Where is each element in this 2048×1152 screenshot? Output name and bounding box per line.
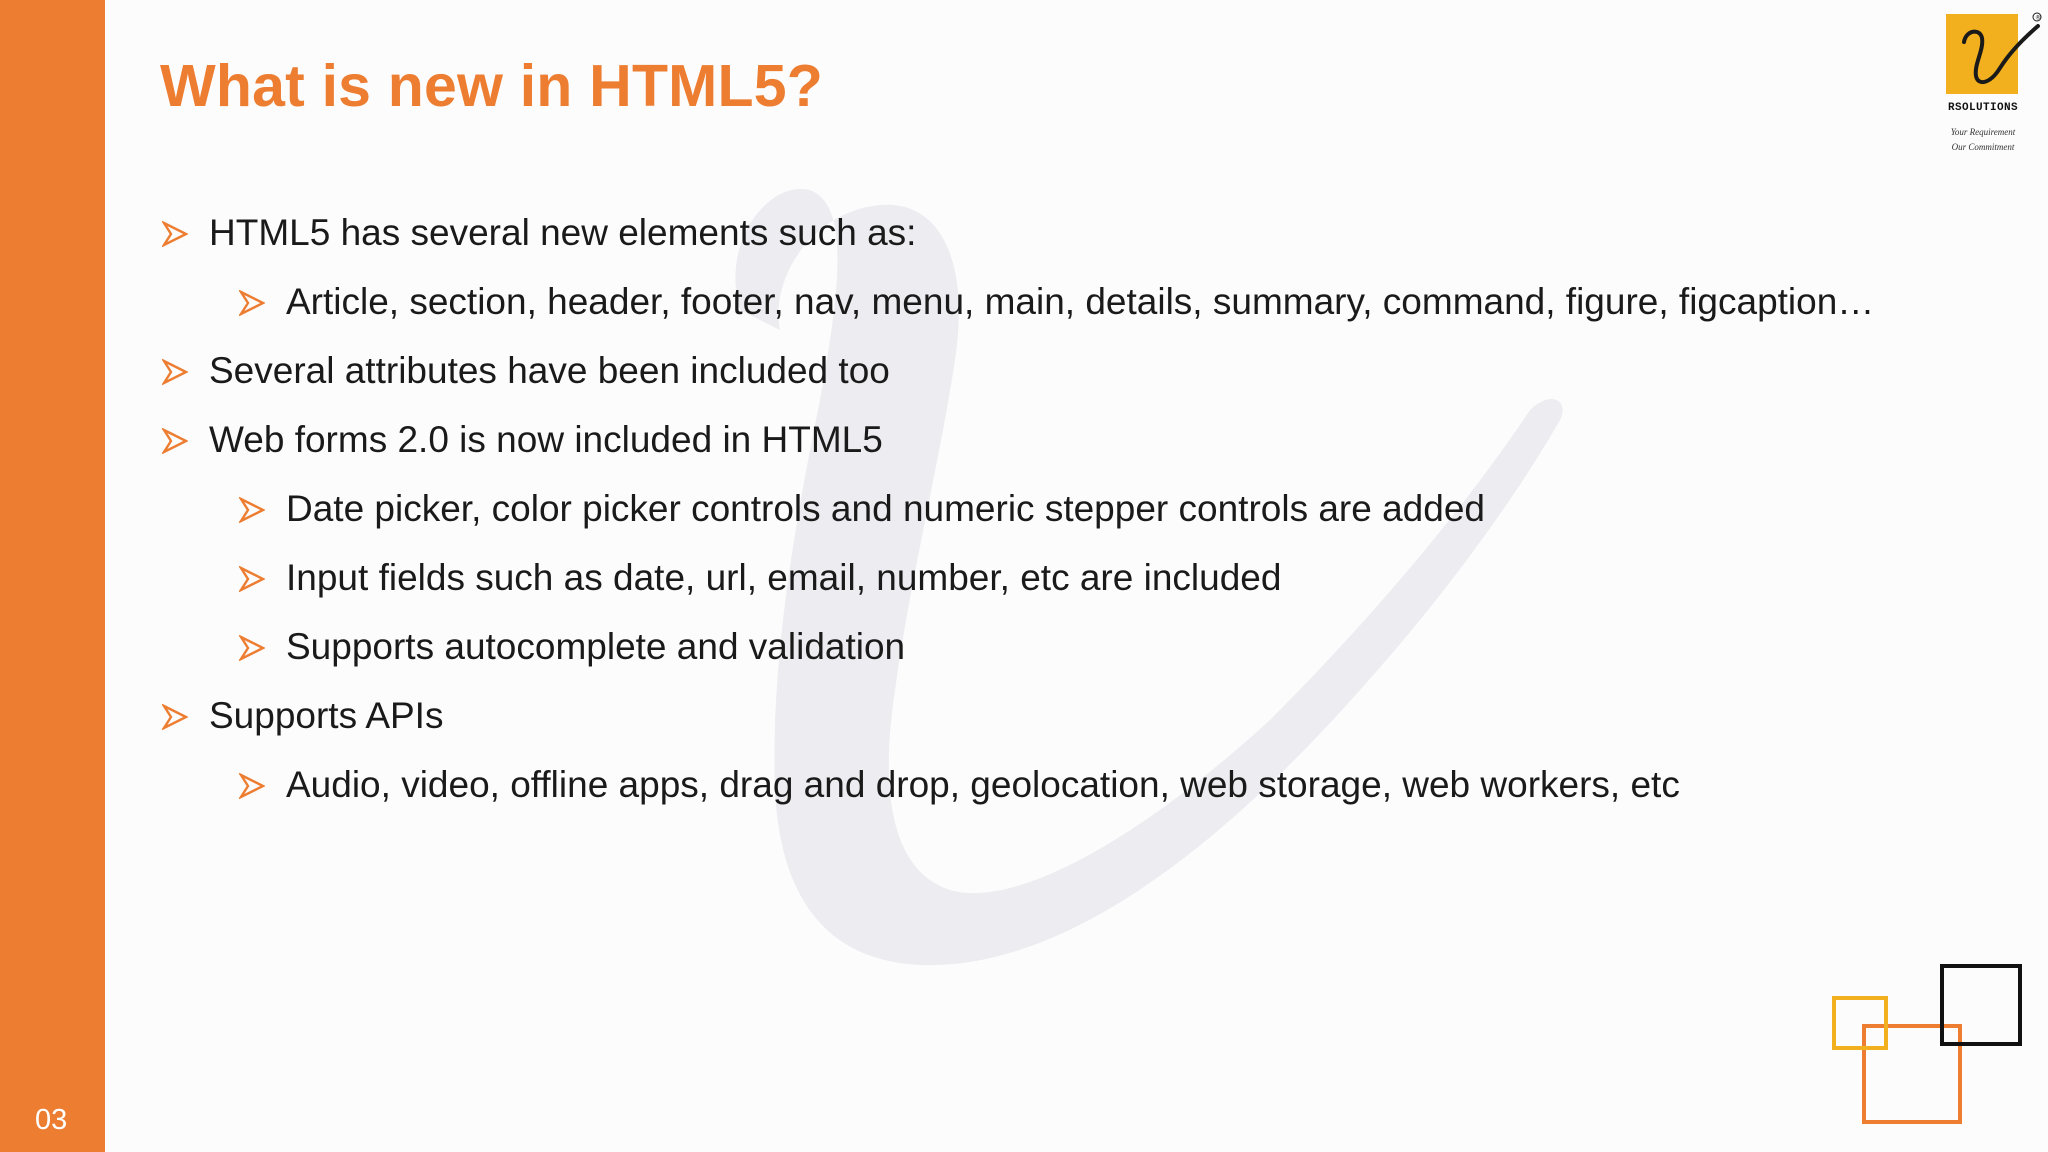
bullet-text: Article, section, header, footer, nav, menu, main, details, summary, command, figure, figcaption… (286, 281, 1875, 322)
left-accent-bar (0, 0, 105, 1152)
bullet-item (160, 205, 1874, 274)
arrow-bullet-icon (162, 704, 188, 730)
arrow-bullet-icon (239, 773, 265, 799)
logo-r-icon (1944, 12, 2042, 100)
brand-tagline: Our Commitment (1951, 142, 2015, 152)
bullet-text: Date picker, color picker controls and numeric stepper controls are added (286, 488, 1485, 529)
overlapping-squares-decoration (1832, 960, 2027, 1130)
bullet-text: Several attributes have been included too (209, 350, 890, 391)
arrow-bullet-icon (239, 497, 265, 523)
slide-title: What is new in HTML5? (160, 53, 824, 119)
sub-bullet-item (160, 550, 1874, 619)
bullet-text: Supports APIs (209, 695, 444, 736)
arrow-bullet-icon (162, 221, 188, 247)
bullet-text: Audio, video, offline apps, drag and drop, geolocation, web storage, web workers, etc (286, 764, 1680, 805)
bullet-item (160, 412, 1874, 481)
brand-name: RSOLUTIONS (1947, 102, 2018, 114)
sub-bullet-item (160, 757, 1874, 826)
arrow-bullet-icon (239, 290, 265, 316)
sub-bullet-item (160, 619, 1874, 688)
bullet-text: Supports autocomplete and validation (286, 626, 906, 667)
bullet-list (160, 205, 1874, 826)
sub-bullet-item (160, 274, 1874, 343)
slide-number: 03 (35, 1104, 68, 1136)
bullet-item (160, 343, 1874, 412)
brand-tagline: Your Requirement (1950, 127, 2016, 137)
arrow-bullet-icon (162, 359, 188, 385)
company-logo (1944, 12, 2042, 152)
arrow-bullet-icon (239, 635, 265, 661)
sub-bullet-item (160, 481, 1874, 550)
bullet-item (160, 688, 1874, 757)
bullet-text: HTML5 has several new elements such as: (209, 212, 917, 253)
arrow-bullet-icon (162, 428, 188, 454)
arrow-bullet-icon (239, 566, 265, 592)
bullet-text: Input fields such as date, url, email, number, etc are included (286, 557, 1282, 598)
bullet-text: Web forms 2.0 is now included in HTML5 (209, 419, 883, 460)
registered-mark: ® (2035, 14, 2041, 22)
